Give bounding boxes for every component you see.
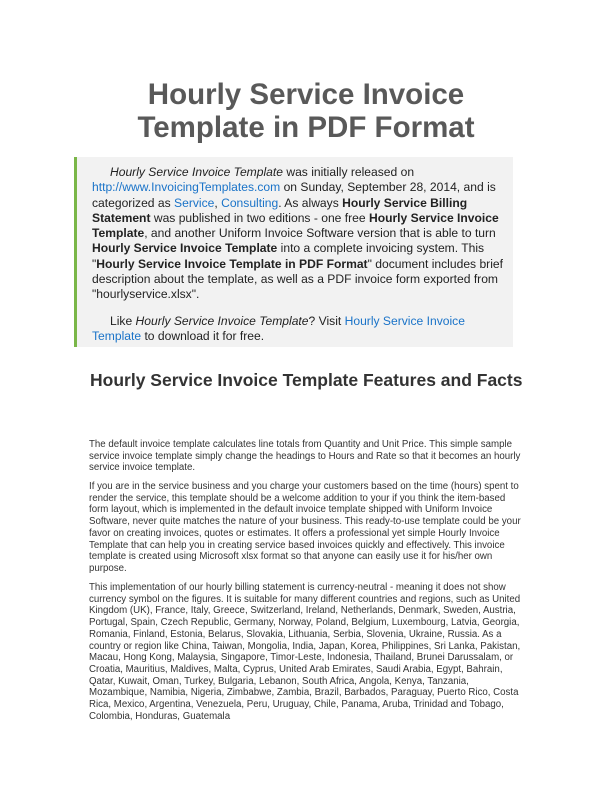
features-paragraph-2: If you are in the service business and you charge your customers based on the time (hours) spent to render the service, this template should be a welcome addition to your if you think the item-based form layout, which is implemented in the default invoice template shipped with Uniform Invoice Software, never quite matches the nature of your business. This ready-to-use template could be your favor on creating invoices, quotes or estimates. It offers a professional yet simple Hourly Invoice Template that can help you in creating service based invoices quickly and effectively. This invoice template is created using Microsoft xlsx format so that anyone can easily use it for his/her own purpose.: [89, 481, 521, 574]
intro-text: ,: [214, 195, 222, 210]
intro-text: was initially released on: [282, 165, 415, 179]
features-heading: Hourly Service Invoice Template Features and Facts: [90, 370, 523, 390]
site-link[interactable]: http://www.InvoicingTemplates.com: [92, 180, 281, 195]
category-consulting-link[interactable]: Consulting: [221, 195, 279, 210]
like-text: ? Visit: [308, 314, 345, 328]
category-service-link[interactable]: Service: [174, 195, 215, 210]
like-text: to download it for free.: [141, 329, 265, 344]
page-title-line-1: Hourly Service Invoice: [147, 78, 465, 111]
pdf-title: Hourly Service Invoice Template in PDF Format: [96, 256, 368, 271]
intro-text: into a complete invoicing system. This ": [92, 241, 485, 271]
intro-text: on Sunday, September 28, 2014, and is categorized as: [92, 180, 496, 210]
intro-text: . As always: [278, 195, 343, 210]
page-title: [0, 78, 612, 144]
download-link[interactable]: Hourly Service Invoice Template: [92, 314, 465, 344]
intro-text: , and another Uniform Invoice Software version that is able to turn: [144, 226, 496, 241]
free-edition-name: Hourly Service Invoice Template: [92, 210, 499, 241]
intro-paragraph: [92, 165, 507, 303]
features-paragraph-1: The default invoice template calculates line totals from Quantity and Unit Price. This simple sample service invoice template simply change the headings to Hours and Rate so that it becomes an hourly service invoice template.: [89, 439, 521, 474]
features-paragraph-3: This implementation of our hourly billing statement is currency-neutral - meaning it does not show currency symbol on the figures. It is suitable for many different countries and regions, such as United Kingdom (UK), France, Italy, Greece, Switzerland, Ireland, Netherlands, Denmark, Sweden, Austria, Portugal, Spain, Czech Republic, Germany, Norway, Poland, Belgium, Luxembourg, Latvia, Georgia, Romania, Finland, Estonia, Belarus, Slovakia, Lithuania, Serbia, Slovenia, Ukraine, Russia. As a country or region like China, Taiwan, Mongolia, India, Japan, Korea, Philippines, Sri Lanka, Pakistan, Macau, Hong Kong, Malaysia, Singapore, Timor-Leste, Indonesia, Thailand, Brunei Darussalam, or Croatia, Mauritius, Maldives, Malta, Cyprus, United Arab Emirates, Saudi Arabia, Egypt, Bahrain, Qatar, Kuwait, Oman, Turkey, Bulgaria, Lebanon, South Africa, Angola, Kenya, Tanzania, Mozambique, Namibia, Nigeria, Zimbabwe, Zambia, Brazil, Barbados, Paraguay, Puerto Rico, Costa Rica, Mexico, Argentina, Venezuela, Peru, Uruguay, Chile, Panama, Aruba, Trinidad and Tobago, Colombia, Honduras, Guatemala: [89, 582, 521, 722]
template-name-bold: Hourly Service Invoice Template: [92, 241, 278, 256]
like-paragraph: [92, 314, 507, 345]
template-name: Hourly Service Invoice Template: [110, 165, 283, 179]
page-title-line-2: Template in PDF Format: [137, 111, 475, 144]
intro-text: " document includes brief description about the template, as well as a PDF invoice form exported from "hourlyservice.xlsx".: [92, 256, 503, 302]
intro-callout: [74, 157, 513, 347]
like-text: Like: [110, 314, 136, 328]
billing-statement-name: Hourly Service Billing Statement: [92, 195, 468, 225]
intro-text: was published in two editions - one free: [150, 210, 369, 225]
template-name: Hourly Service Invoice Template: [135, 314, 309, 328]
